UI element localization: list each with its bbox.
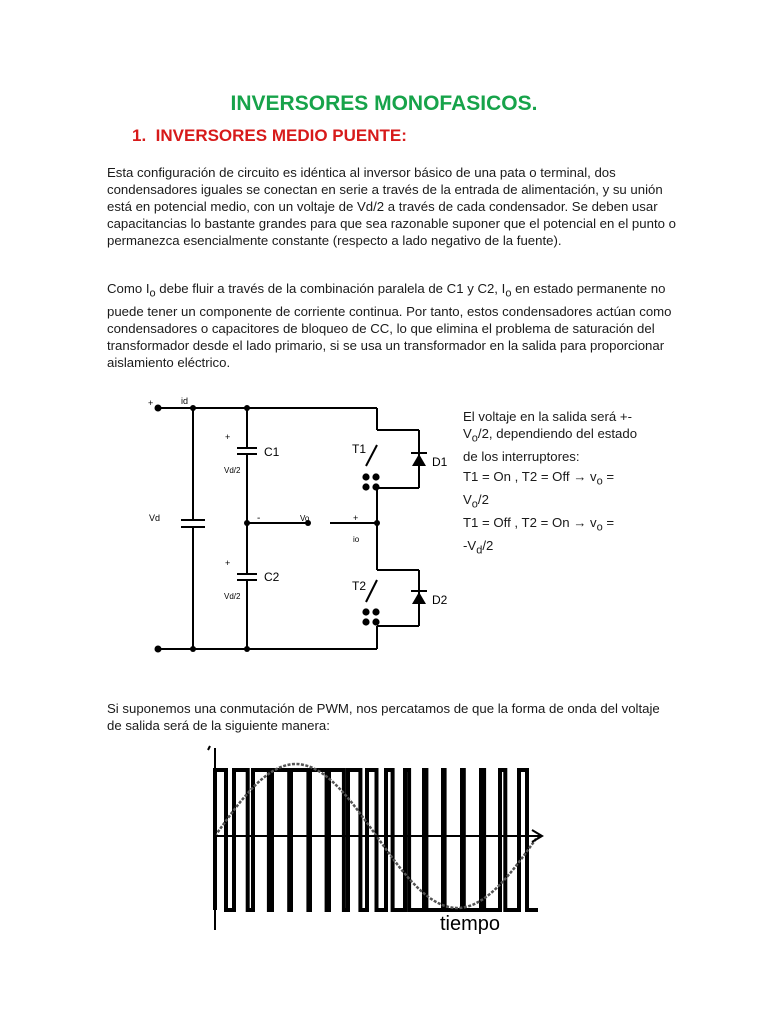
t1-label: T1 [352, 442, 367, 456]
paragraph-intro: Esta configuración de circuito es idéntica al inversor básico de una pata o terminal, dos condensadores iguales se conectan en serie a través de la entrada de alimentación, y su unión está en potencial medio, con un voltaje de Vd/2 a través de cada condensador. Se deben usar capacitancias lo bastante grandes para que sea razonable suponer que el potencial en el punto o permanezca esencialmente constante (respecto a lado negativo de la fuente). [107, 165, 676, 248]
pwm-waveform-diagram [200, 744, 560, 944]
c2-label: C2 [264, 570, 280, 584]
state2-sub-a: o [596, 521, 603, 534]
pwm-pulse-train [215, 770, 538, 910]
paragraph-current [107, 280, 677, 371]
io-subscript-2: o [505, 287, 512, 300]
section-title: INVERSORES MEDIO PUENTE: [155, 126, 407, 145]
state1-sub-a: o [596, 475, 603, 488]
c1-voltage-label: Vd/2 [224, 466, 241, 475]
c1-label: C1 [264, 445, 280, 459]
vo-label: Vo [300, 514, 310, 523]
section-number: 1. [132, 126, 147, 145]
side-line-1a: El voltaje en la salida será +- [463, 409, 632, 424]
plus-top-label: + [148, 398, 154, 408]
plus-mid-label: + [353, 513, 359, 523]
d2-label: D2 [432, 593, 448, 607]
state1-text-d: /2 [477, 491, 489, 507]
state1-text-a: T1 = On , T2 = Off → v [463, 469, 597, 484]
para2-text-2: debe fluir a través de la combinación paralela de C1 y C2, [155, 281, 502, 296]
c1-plus-label: + [225, 432, 231, 442]
time-axis-label: tiempo [440, 913, 501, 935]
state2-text-d: /2 [482, 537, 494, 553]
half-bridge-circuit-diagram [140, 390, 460, 665]
t2-label: T2 [352, 579, 367, 593]
io-label: io [353, 535, 360, 544]
section-heading [132, 126, 407, 146]
id-label: id [181, 396, 189, 406]
state1-sub-c: o [471, 498, 478, 511]
state2-text-b: = [602, 515, 615, 530]
para2-text-3: en estado permanente no puede tener un componente de corriente continua. Por tanto, estos condensadores actúan como condensadores o capacitores de bloqueo de CC, lo que elimina el problema de saturación del transformador desde el lado primario, si se usa un transformador en la salida para proporcionar aislamiento eléctrico. [107, 281, 672, 370]
para2-text-1: Como [107, 281, 146, 296]
io-symbol-1: I [145, 281, 150, 296]
page-title: INVERSORES MONOFASICOS. [230, 92, 538, 115]
d1-label: D1 [432, 455, 448, 469]
state1-text-c: V [463, 491, 472, 507]
io-subscript-1: o [149, 287, 156, 300]
c2-voltage-label: Vd/2 [224, 592, 241, 601]
side-line-1b-sub: o [471, 432, 478, 445]
minus-mid-label: - [257, 513, 261, 524]
state1-text-b: = [602, 469, 615, 484]
state2-text-c: -V [463, 537, 477, 553]
state2-sub-c: d [476, 544, 483, 557]
side-line-1c: /2, dependiendo del estado de los interruptores: [463, 426, 638, 464]
vd-label: Vd [149, 513, 161, 523]
state-t2-on [463, 514, 653, 559]
output-voltage-note [463, 408, 653, 465]
io-symbol-2: I [501, 281, 506, 296]
c2-plus-label: + [225, 558, 231, 568]
state-t1-on [463, 468, 653, 513]
side-line-1b: V [463, 426, 472, 441]
state2-text-a: T1 = Off , T2 = On → v [463, 515, 597, 530]
paragraph-pwm: Si suponemos una conmutación de PWM, nos percatamos de que la forma de onda del voltaje de salida será de la siguiente manera: [107, 701, 660, 733]
